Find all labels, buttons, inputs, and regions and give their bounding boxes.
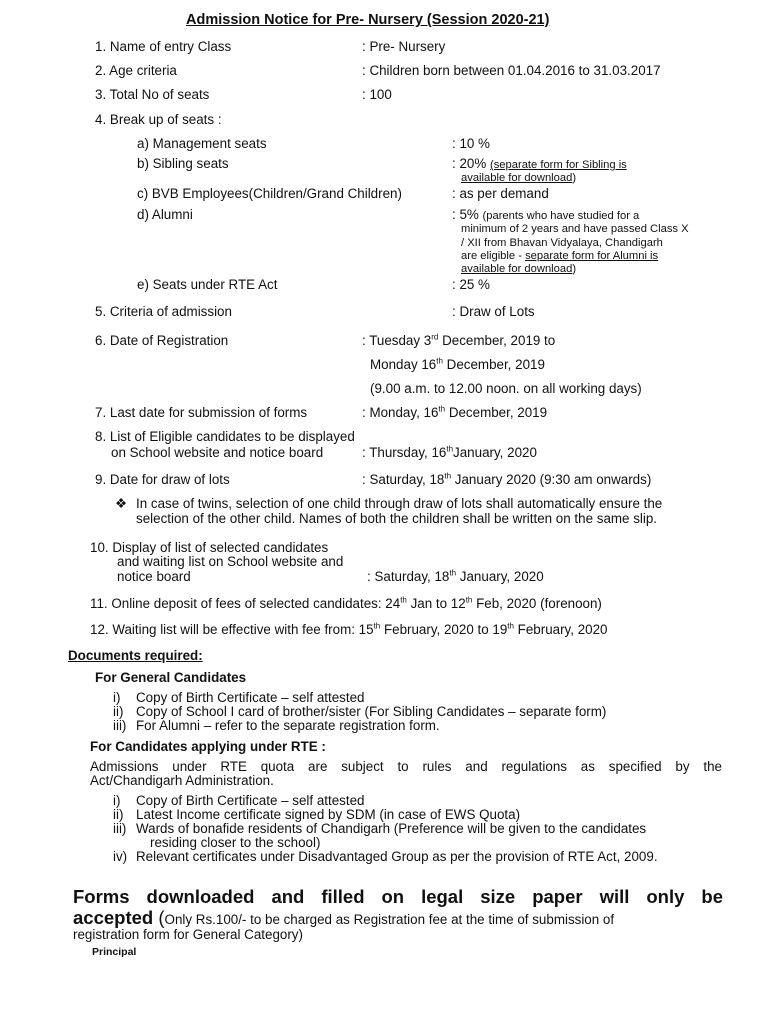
rte-paragraph-line-1: Admissions under RTE quota are subject to rules and regulations as specified by the xyxy=(90,759,722,774)
documents-heading: Documents required: xyxy=(68,648,203,663)
sub-b-label: b) Sibling seats xyxy=(137,156,229,171)
sub-a-value: : 10 % xyxy=(452,136,490,151)
item-8-label-2: on School website and notice board xyxy=(111,445,324,460)
item-4-label: 4. Break up of seats : xyxy=(95,112,222,127)
principal-signature: Principal xyxy=(92,946,137,958)
footer-line-2: accepted (Only Rs.100/- to be charged as Registration fee at the time of submission of xyxy=(73,907,615,928)
twins-bullet-icon: ❖ xyxy=(115,496,128,511)
item-6-label: 6. Date of Registration xyxy=(95,333,229,348)
alumni-note-2: minimum of 2 years and have passed Class X xyxy=(461,223,689,235)
alumni-note-4: are eligible - separate form for Alumni is xyxy=(461,250,659,262)
item-2-value: : Children born between 01.04.2016 to 31.03.2017 xyxy=(362,63,661,78)
rte-doc-num-4: iv) xyxy=(113,849,128,864)
general-doc-num-2: ii) xyxy=(113,704,124,719)
item-9-value: : Saturday, 18th January 2020 (9:30 am onwards) xyxy=(362,471,652,487)
item-5-value: : Draw of Lots xyxy=(452,304,535,319)
sub-e-value: : 25 % xyxy=(452,277,490,292)
item-8-value: : Thursday, 16thJanuary, 2020 xyxy=(362,444,537,460)
sub-b-value: : 20% (separate form for Sibling is xyxy=(452,156,627,171)
item-6-value-1: : Tuesday 3rd December, 2019 to xyxy=(362,332,556,348)
item-3-value: : 100 xyxy=(362,87,392,102)
item-2-label: 2. Age criteria xyxy=(95,63,177,78)
twins-note-line-1: In case of twins, selection of one child through draw of lots shall automatically ensure the xyxy=(136,496,663,511)
sibling-form-note-2: available for download) xyxy=(461,172,577,184)
rte-doc-num-2: ii) xyxy=(113,807,124,822)
item-6-value-3: (9.00 a.m. to 12.00 noon. on all working days) xyxy=(370,381,642,396)
rte-heading: For Candidates applying under RTE : xyxy=(90,739,326,754)
item-5-label: 5. Criteria of admission xyxy=(95,304,232,319)
rte-paragraph-line-2: Act/Chandigarh Administration. xyxy=(90,773,274,788)
sub-d-value: : 5% (parents who have studied for a xyxy=(452,207,640,222)
rte-doc-3-cont: residing closer to the school) xyxy=(150,835,321,850)
item-1-value: : Pre- Nursery xyxy=(362,39,446,54)
item-10-label-3: notice board xyxy=(117,569,191,584)
alumni-note-3: / XII from Bhavan Vidyalaya, Chandigarh xyxy=(461,237,663,249)
general-candidates-heading: For General Candidates xyxy=(95,670,247,685)
item-10-label-2: and waiting list on School website and xyxy=(117,554,344,569)
sub-c-label: c) BVB Employees(Children/Grand Children) xyxy=(137,186,402,201)
general-doc-3: For Alumni – refer to the separate registration form. xyxy=(136,718,440,733)
sibling-form-note: (separate form for Sibling is xyxy=(489,159,627,171)
item-10-label-1: 10. Display of list of selected candidates xyxy=(90,540,329,555)
item-7-label: 7. Last date for submission of forms xyxy=(95,405,308,420)
item-11: 11. Online deposit of fees of selected candidates: 24th Jan to 12th Feb, 2020 (forenoon) xyxy=(90,595,602,611)
page-title: Admission Notice for Pre- Nursery (Session 2020-21) xyxy=(186,12,550,28)
rte-doc-num-3: iii) xyxy=(113,821,127,836)
sub-c-value: : as per demand xyxy=(452,186,549,201)
twins-note-line-2: selection of the other child. Names of both the children shall be written on the same slip. xyxy=(136,511,658,526)
item-8-label-1: 8. List of Eligible candidates to be displayed xyxy=(95,429,355,444)
general-doc-1: Copy of Birth Certificate – self attested xyxy=(136,690,365,705)
rte-doc-3: Wards of bonafide residents of Chandigarh (Preference will be given to the candidates xyxy=(136,821,647,836)
sub-d-label: d) Alumni xyxy=(137,207,193,222)
item-6-value-2: Monday 16th December, 2019 xyxy=(370,356,545,372)
alumni-note-5: available for download) xyxy=(461,263,577,275)
item-10-value: : Saturday, 18th January, 2020 xyxy=(367,568,544,584)
item-9-label: 9. Date for draw of lots xyxy=(95,472,230,487)
footer-line-3: registration form for General Category) xyxy=(73,927,303,942)
general-doc-num-3: iii) xyxy=(113,718,127,733)
footer-bold-line-1: Forms downloaded and filled on legal size paper will only be xyxy=(73,886,723,907)
item-12: 12. Waiting list will be effective with fee from: 15th February, 2020 to 19th February, 2020 xyxy=(90,621,608,637)
item-1-label: 1. Name of entry Class xyxy=(95,39,232,54)
item-3-label: 3. Total No of seats xyxy=(95,87,210,102)
rte-doc-num-1: i) xyxy=(113,793,121,808)
general-doc-2: Copy of School I card of brother/sister (For Sibling Candidates – separate form) xyxy=(136,704,607,719)
rte-doc-2: Latest Income certificate signed by SDM (in case of EWS Quota) xyxy=(136,807,521,822)
rte-doc-1: Copy of Birth Certificate – self attested xyxy=(136,793,365,808)
sub-a-label: a) Management seats xyxy=(137,136,267,151)
sub-e-label: e) Seats under RTE Act xyxy=(137,277,278,292)
general-doc-num-1: i) xyxy=(113,690,121,705)
item-7-value: : Monday, 16th December, 2019 xyxy=(362,404,548,420)
rte-doc-4: Relevant certificates under Disadvantaged Group as per the provision of RTE Act, 2009. xyxy=(136,849,658,864)
